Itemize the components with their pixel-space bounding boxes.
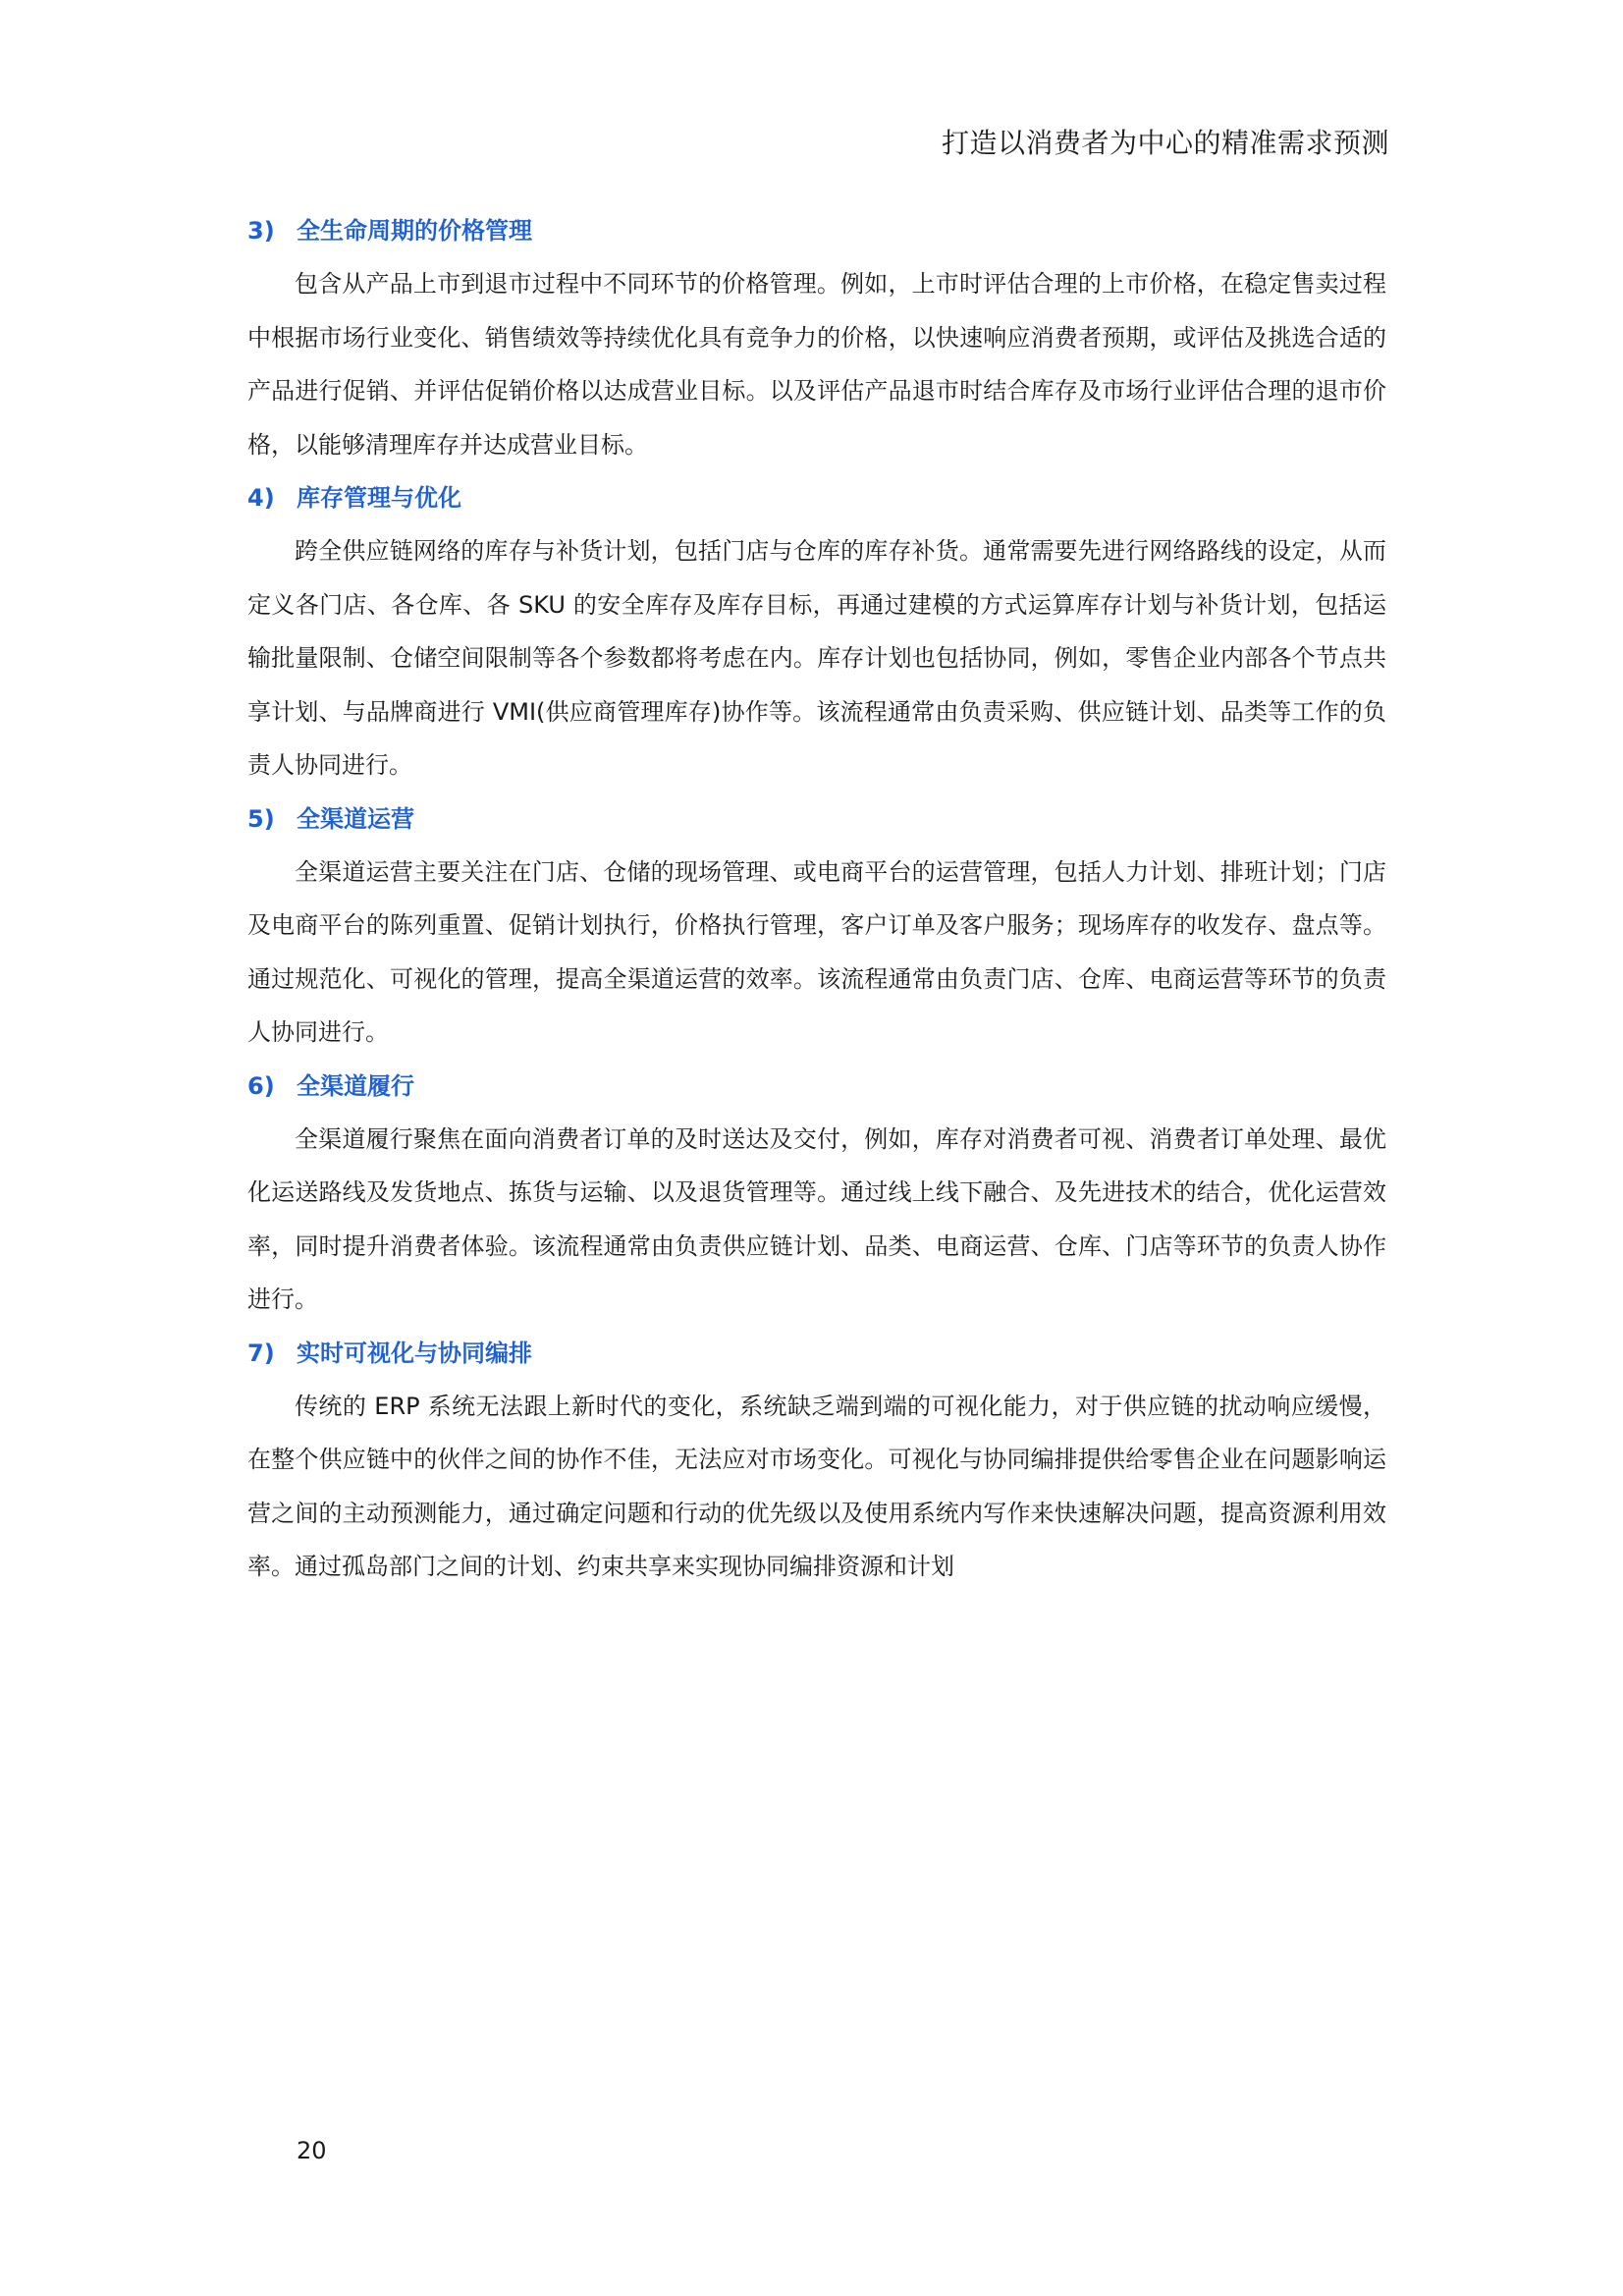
section-heading <box>247 1327 1386 1380</box>
section-title: 全渠道履行 <box>297 1071 414 1100</box>
section-number: 6) <box>247 1071 275 1100</box>
page-header-title: 打造以消费者为中心的精准需求预测 <box>941 127 1389 159</box>
document-body <box>247 204 1386 1594</box>
section-paragraph: 全渠道履行聚焦在面向消费者订单的及时送达及交付，例如，库存对消费者可视、消费者订单处理、最优化运送路线及发货地点、拣货与运输、以及退货管理等。通过线上线下融合、及先进技术的结合，优化运营效率，同时提升消费者体验。该流程通常由负责供应链计划、品类、电商运营、仓库、门店等环节的负责人协作进行。 <box>247 1124 1386 1313</box>
section-number: 7) <box>247 1339 275 1367</box>
section-number: 4) <box>247 484 275 512</box>
section-paragraph: 全渠道运营主要关注在门店、仓储的现场管理、或电商平台的运营管理，包括人力计划、排班计划；门店及电商平台的陈列重置、促销计划执行，价格执行管理，客户订单及客户服务；现场库存的收发存、盘点等。通过规范化、可视化的管理，提高全渠道运营的效率。该流程通常由负责门店、仓库、电商运营等环节的负责人协同进行。 <box>247 857 1386 1046</box>
section-price-management <box>247 204 1386 471</box>
section-title: 全渠道运营 <box>297 804 414 833</box>
section-heading <box>247 793 1386 846</box>
section-visibility-orchestration <box>247 1327 1386 1594</box>
section-paragraph: 跨全供应链网络的库存与补货计划，包括门店与仓库的库存补货。通常需要先进行网络路线的设定，从而定义各门店、各仓库、各 SKU 的安全库存及库存目标，再通过建模的方式运算库存计划与补货计划，包括运输批量限制、仓储空间限制等各个参数都将考虑在内。库存计划也包括协同，例如，零售企业内部各个节点共享计划、与品牌商进行 VMI(供应商管理库存)协作等。该流程通常由负责采购、供应链计划、品类等工作的负责人协同进行。 <box>247 537 1386 779</box>
section-title: 实时可视化与协同编排 <box>297 1339 532 1367</box>
section-number: 3) <box>247 217 275 245</box>
section-heading <box>247 204 1386 257</box>
section-omnichannel-operations <box>247 793 1386 1060</box>
section-heading <box>247 471 1386 524</box>
section-paragraph: 传统的 ERP 系统无法跟上新时代的变化，系统缺乏端到端的可视化能力，对于供应链的扰动响应缓慢，在整个供应链中的伙伴之间的协作不佳，无法应对市场变化。可视化与协同编排提供给零售企业在问题影响运营之间的主动预测能力，通过确定问题和行动的优先级以及使用系统内写作来快速解决问题，提高资源利用效率。通过孤岛部门之间的计划、约束共享来实现协同编排资源和计划 <box>247 1392 1386 1580</box>
section-omnichannel-fulfillment <box>247 1060 1386 1327</box>
section-title: 全生命周期的价格管理 <box>297 217 532 245</box>
section-heading <box>247 1060 1386 1113</box>
section-paragraph: 包含从产品上市到退市过程中不同环节的价格管理。例如，上市时评估合理的上市价格，在稳定售卖过程中根据市场行业变化、销售绩效等持续优化具有竞争力的价格，以快速响应消费者预期，或评估及挑选合适的产品进行促销、并评估促销价格以达成营业目标。以及评估产品退市时结合库存及市场行业评估合理的退市价格，以能够清理库存并达成营业目标。 <box>247 270 1386 459</box>
section-title: 库存管理与优化 <box>297 484 461 512</box>
page-number: 20 <box>297 2137 327 2164</box>
section-inventory-management <box>247 471 1386 793</box>
section-number: 5) <box>247 804 275 833</box>
